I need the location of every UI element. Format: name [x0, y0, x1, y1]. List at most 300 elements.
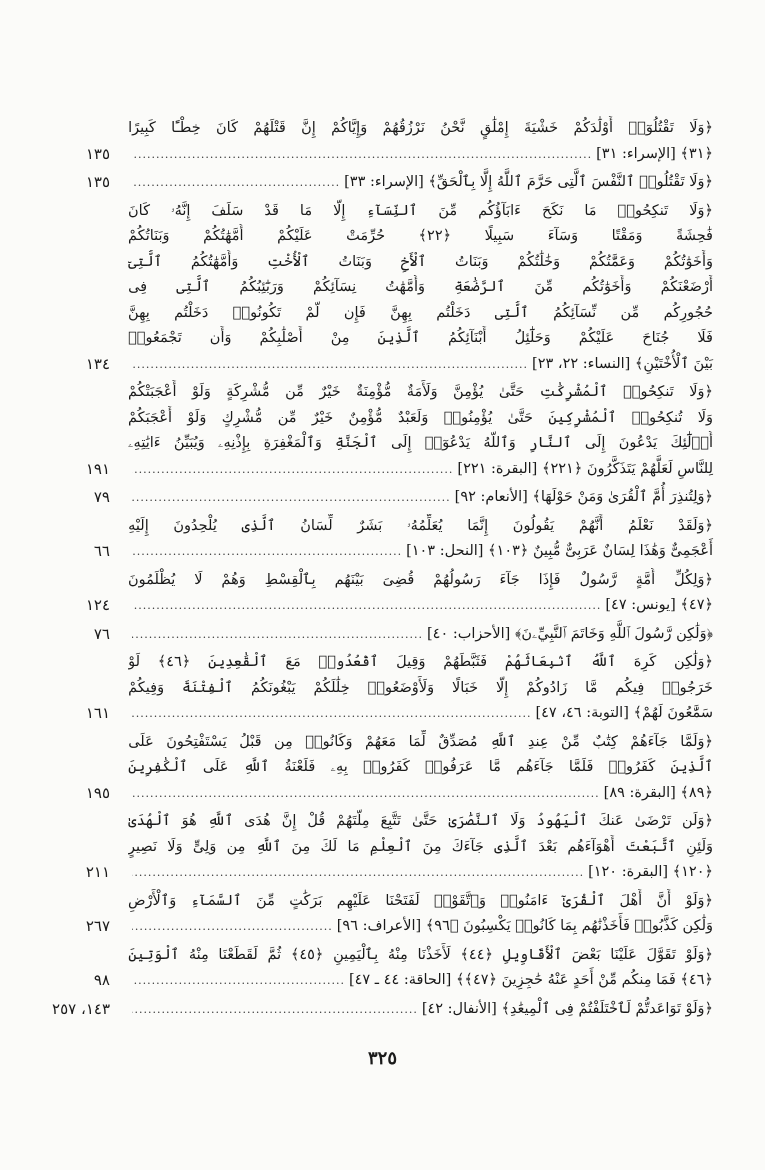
verse-word: خَيْرٌ	[319, 384, 341, 400]
verse-line	[128, 301, 713, 327]
verse-word: وَلِىٍّ	[192, 838, 217, 855]
verse-word: ٱتَّبَعْتَ	[624, 838, 676, 855]
verse-line	[128, 199, 713, 225]
verse-word: ٱلْأَقَاوِيلِ	[502, 946, 563, 963]
verse-word: تُنكِحُوا۟	[631, 409, 683, 426]
verse-word: ٱلَّٰتِى	[494, 304, 529, 321]
verse-last-line	[93, 968, 713, 994]
verse-word: زَادُوكُمْ	[526, 679, 568, 696]
verse-word: يَبْغُونَكُمُ	[250, 679, 296, 696]
verse-word: بَيْنَهُم	[334, 571, 364, 588]
page-reference: ٩٨	[93, 971, 110, 989]
verse-word: إِمْلَٰقٍ	[480, 120, 509, 136]
dot-leader	[132, 457, 453, 483]
verse-word: وَأُمَّهَٰتُكُمُ	[190, 253, 239, 270]
verse-word: جَآءَهُمْ	[630, 733, 668, 750]
verse-word: فَلَعْنَةُ	[284, 759, 316, 775]
verse-word: كِتَٰبٌ	[592, 733, 618, 750]
verse-word: لَقَطَعْنَا	[218, 946, 258, 963]
verse-word: هُوَ	[181, 813, 197, 829]
verse-word: ٱنۢبِعَاثَهُمْ	[504, 654, 573, 670]
verse-word: بِٱلْقِسْطِ	[264, 571, 316, 588]
verse-word: ٱلَّذِينَ	[670, 759, 713, 775]
verse-word: ﴿٢٢﴾	[418, 228, 452, 244]
verse-word: يُعَلِّمُهُۥ	[406, 517, 443, 534]
verse-word: لَوْ	[128, 654, 141, 670]
verse-word: ءَابَآؤُكُم	[478, 202, 521, 219]
verse-word: عَلَيْنَا	[610, 946, 637, 963]
verse-word: ٱلْقَٰعِدِينَ	[208, 654, 268, 670]
verse-word: لَفَتَحْنَا	[385, 892, 420, 909]
verse-word: تَنكِحُوا۟	[617, 202, 669, 219]
verse-line	[128, 889, 713, 915]
dot-leader	[132, 142, 592, 168]
verse-word: ٱلنَّصَٰرَىٰ	[448, 813, 500, 829]
verse-word: ءَايَٰتِهِۦ	[128, 435, 161, 451]
index-entry	[85, 568, 713, 619]
index-entry	[85, 170, 713, 196]
verse-word: ثُمَّ	[267, 946, 282, 963]
verse-word: ٱلْأَخِ	[400, 253, 427, 270]
verse-word: مَّا	[585, 679, 598, 696]
verse-word: ٱلرَّضَٰعَةِ	[454, 279, 506, 295]
verse-line	[128, 730, 713, 756]
verse-line	[128, 943, 713, 969]
verse-word: بَرَكَٰتٍ	[289, 892, 323, 909]
verse-word: حَتَّىٰ	[507, 409, 534, 426]
index-entry	[85, 889, 713, 940]
verse-word: وَٱتَّقَوْا۟	[434, 892, 486, 909]
verse-word: ٱللَّهِ	[207, 813, 234, 829]
verse-word: ءَامَنُوا۟	[500, 892, 549, 909]
verse-word: مِلَّتَهُمْ	[336, 813, 370, 829]
verse-word: يُؤْمِنَّ	[453, 384, 484, 400]
verse-word: هُدَى	[244, 813, 271, 829]
verse-word: مِّنْ	[561, 733, 580, 750]
verse-word: وَبَنَاتُ	[338, 253, 372, 270]
verse-last-line	[52, 997, 713, 1023]
dot-leader	[132, 593, 601, 619]
verse-word: ٱللَّهِ	[243, 759, 270, 775]
verse-line	[128, 380, 713, 406]
verse-word: وَمَقْتًا	[611, 228, 643, 244]
verse-word: ٱللَّهِ	[489, 733, 516, 750]
verse-word: ﴿٤٤﴾	[460, 946, 493, 963]
verse-word: وَٱلْأَرْضِ	[128, 892, 177, 909]
verse-word: حَتَّىٰ	[411, 813, 438, 829]
verse-word: ٱلْجَنَّةِ	[335, 435, 378, 451]
verse-word: مِّن	[277, 409, 297, 426]
verse-last-line	[93, 622, 713, 648]
verse-word: ﴿وَلَا	[689, 120, 713, 136]
verse-index	[52, 116, 713, 1025]
verse-word: مَعَ	[285, 654, 301, 670]
verse-word: ٱلْوَتِينَ	[128, 946, 180, 963]
verse-word: ٱلَّٰتِى	[176, 279, 211, 295]
verse-word: تَجْمَعُوا۟	[128, 330, 182, 346]
verse-word: ٱلْفِتْنَةَ	[182, 679, 234, 696]
verse-word: وَلَا	[697, 409, 713, 426]
verse-word: وَعَمَّٰتُكُمْ	[588, 253, 636, 270]
verse-word: فَلَمَّا	[568, 759, 594, 775]
verse-word: حُرِّمَتْ	[346, 228, 386, 244]
verse-last-line	[85, 593, 713, 619]
verse-word: وَلَوْ	[191, 384, 211, 400]
verse-word: أَنَّهُمْ	[578, 517, 604, 534]
verse-word: دَخَلْتُم	[174, 304, 209, 321]
index-entry	[93, 485, 713, 511]
verse-word: يُلْحِدُونَ	[173, 517, 217, 534]
verse-word: نِّسَآئِكُمُ	[553, 304, 597, 321]
verse-reference: ﴿١٢٠﴾ [البقرة: ١٢٠]	[588, 864, 713, 880]
verse-word: جُنَاحَ	[642, 330, 670, 346]
verse-word: ٱلْعِلْمِ	[369, 838, 413, 855]
verse-word: بَعْدَ	[538, 838, 558, 855]
verse-word: جَآءَ	[499, 571, 520, 588]
verse-line	[128, 809, 713, 835]
verse-word: مَا	[347, 838, 360, 855]
verse-word: وَٱلْمَغْفِرَةِ	[263, 435, 322, 451]
verse-word: لَأَخَذْنَا	[417, 946, 451, 963]
index-entry	[93, 514, 713, 565]
index-entry	[85, 116, 713, 167]
verse-word: إِلَّا	[495, 679, 509, 696]
verse-word: ٱللَّهُ	[590, 654, 617, 670]
verse-word: رَسُولُهُمْ	[433, 571, 481, 588]
index-entry	[85, 650, 713, 727]
verse-word: مِنْ	[330, 330, 350, 346]
verse-line	[128, 650, 713, 676]
verse-word: وَإِيَّاكُمْ	[331, 120, 368, 136]
verse-word: فَثَبَّطَهُمْ	[443, 654, 488, 670]
page-reference: ٦٦	[93, 542, 110, 560]
verse-word: وَأَخَوَٰتُكُمْ	[663, 253, 713, 270]
verse-word: خِلَٰلَكُمْ	[313, 679, 350, 696]
verse-word: لَا	[194, 571, 203, 588]
verse-reference: بَيْنَ ٱلْأُخْتَيْنِ﴾ [النساء: ٢٢، ٢٣]	[532, 355, 713, 372]
verse-word: وَكَانُوا۟	[305, 733, 353, 750]
verse-word: ٱلنَّارِ	[529, 435, 572, 451]
verse-line	[128, 250, 713, 276]
verse-word: يَسْتَفْتِحُونَ	[166, 733, 227, 750]
verse-word: ٱلَّٰتِىٓ	[128, 253, 163, 270]
verse-word: مَعَهُمْ	[365, 733, 397, 750]
verse-word: أَرْضَعْنَكُمْ	[660, 279, 713, 295]
verse-word: مَا	[299, 202, 313, 219]
verse-last-line	[85, 457, 713, 483]
verse-word: ٱلْكَٰفِرِينَ	[128, 759, 188, 775]
verse-word: مُّؤْمِنٌ	[348, 409, 383, 426]
verse-word: جَآءَهُم	[516, 759, 554, 775]
verse-word: دَخَلْتُم	[436, 304, 471, 321]
verse-word: إِنَّ	[301, 120, 316, 136]
verse-word: وَلَأَوْضَعُوا۟	[367, 679, 435, 696]
verse-word: ٱلْقُرَىٰٓ	[562, 892, 606, 909]
verse-word: سَلَفَ	[211, 202, 244, 219]
verse-word: لِّسَانُ	[300, 517, 333, 534]
index-entry	[93, 622, 713, 648]
verse-word: ٱقْعُدُوا۟	[318, 654, 379, 670]
verse-reference: ﴿٤٦﴾ فَمَا مِنكُم مِّنْ أَحَدٍ عَنْهُ حَٰجِزِينَ ﴿٤٧﴾﴾ [الحاقة: ٤٤ ـ ٤٧]	[348, 972, 713, 988]
verse-word: قَتْلَهُمْ	[253, 120, 286, 136]
verse-last-line	[85, 142, 713, 168]
verse-reference: سَمَّٰعُونَ لَهُمْ﴾ [التوبة: ٤٦، ٤٧]	[535, 705, 713, 721]
verse-word: خِطْـًٔا	[171, 120, 201, 136]
verse-word: مُصَدِّقٌ	[438, 733, 478, 750]
verse-word: وَحَلَٰٓئِلُ	[514, 330, 551, 346]
verse-word: مِنَ	[291, 838, 311, 855]
verse-word: وَلَا	[167, 838, 183, 855]
verse-word: وَأَن	[209, 330, 232, 346]
verse-line	[128, 755, 713, 781]
verse-word: ٱلَّذِى	[494, 838, 529, 855]
verse-word: نَعْلَمُ	[627, 517, 654, 534]
verse-word: وَلَأَمَةٌ	[406, 384, 438, 400]
index-entry	[93, 943, 713, 994]
verse-word: وَلَئِنِ	[686, 838, 713, 855]
verse-word: كَفَرُوا۟	[363, 759, 410, 775]
verse-word: بِهِنَّ	[390, 304, 412, 321]
verse-line	[128, 116, 713, 142]
verse-word: مِّنَ	[256, 892, 275, 909]
verse-reference: ﴿وَلَٰكِن رَّسُولَ ٱللَّهِ وَخَاتَمَ ٱلنَّبِيِّۦنَ﴾ [الأحزاب: ٤٠]	[427, 625, 713, 642]
verse-word: ﴿٤٦﴾	[157, 654, 191, 670]
verse-reference: ﴿وَلِتُنذِرَ أُمَّ ٱلْقُرَىٰ وَمَنْ حَوْلَهَا﴾ [الأنعام: ٩٢]	[454, 489, 713, 505]
verse-word: أُمَّهَٰتُكُمْ	[203, 228, 244, 244]
dot-leader	[132, 352, 528, 378]
dot-leader	[132, 997, 418, 1023]
verse-word: وَأُمَّهَٰتُ	[385, 279, 426, 295]
verse-word: أَبْنَآئِكُمُ	[448, 330, 487, 346]
verse-reference: أَعْجَمِىٌّ وَهَٰذَا لِسَانٌ عَرَبِىٌّ مُّبِينٌ ﴿١٠٣﴾ [النحل: ١٠٣]	[406, 543, 713, 559]
verse-last-line	[85, 701, 713, 727]
verse-last-line	[85, 781, 713, 807]
verse-word: تَرْضَىٰ	[634, 813, 672, 829]
verse-word: بِٱلْيَمِينِ	[333, 946, 379, 963]
verse-word: وَخَٰلَٰتُكُمْ	[517, 253, 561, 270]
verse-word: خَرَجُوا۟	[662, 679, 713, 696]
verse-word: كَرِهَ	[633, 654, 657, 670]
page-reference: ٢٦٧	[85, 917, 110, 935]
page-reference: ١٢٤	[85, 596, 110, 614]
verse-word: رَّسُولٌ	[579, 571, 617, 588]
verse-word: إِلَّا	[333, 202, 346, 219]
verse-word: نَكَحَ	[541, 202, 564, 219]
verse-word: عِندِ	[527, 733, 549, 750]
verse-word: كَفَرُوا۟	[608, 759, 656, 775]
verse-word: وَيُبَيِّنُ	[173, 435, 205, 451]
verse-word: عَلَيْهِم	[336, 892, 371, 909]
verse-word: سَبِيلًا	[484, 228, 515, 244]
verse-last-line	[85, 914, 713, 940]
index-entry	[85, 380, 713, 482]
verse-reference: وَلَٰكِن كَذَّبُوا۟ فَأَخَذْنَٰهُم بِمَا كَانُوا۟ يَكْسِبُونَ ﴿٩٦﴾ [الأعراف: ٩٦]	[336, 918, 713, 934]
verse-word: مِّنَ	[438, 202, 458, 219]
verse-word: أَهْلَ	[619, 892, 643, 909]
verse-word: ٱلَّذِى	[241, 517, 276, 534]
verse-word: لَّمْ	[305, 304, 320, 321]
verse-word: تَكُونُوا۟	[232, 304, 282, 321]
verse-word: عَلَيْكُمْ	[277, 228, 313, 244]
verse-word: فَإِذَا	[538, 571, 561, 588]
verse-word: يَقُولُونَ	[512, 517, 555, 534]
verse-word: وَقِيلَ	[396, 654, 426, 670]
dot-leader	[132, 701, 531, 727]
verse-word: ٱلْأُخْتِ	[267, 253, 310, 270]
verse-word: وَسَآءَ	[547, 228, 579, 244]
dot-leader	[132, 485, 451, 511]
verse-line	[128, 431, 713, 457]
verse-word: كَانَ	[216, 120, 238, 136]
verse-word: ٱلْهُدَىٰ	[128, 813, 171, 829]
verse-word: تَنكِحُوا۟	[623, 384, 674, 400]
index-entry	[52, 997, 713, 1023]
verse-word: قُلْ	[307, 813, 326, 829]
verse-word: ٱلْيَهُودُ	[536, 813, 588, 829]
verse-word: بَعْضَ	[571, 946, 601, 963]
verse-reference: ﴿٤٧﴾ [يونس: ٤٧]	[605, 597, 713, 613]
verse-word: لَكَ	[320, 838, 338, 855]
verse-word: وَلَعَبْدٌ	[397, 409, 429, 426]
verse-line	[128, 568, 713, 594]
verse-word: يُؤْمِنُوا۟	[443, 409, 493, 426]
verse-word: إِنَّهُۥ	[170, 202, 191, 219]
verse-word: عَنكَ	[598, 813, 624, 829]
dot-leader	[132, 622, 423, 648]
verse-word: وَفِيكُمْ	[128, 679, 165, 696]
verse-word: ﴿وَلَا	[689, 384, 713, 400]
verse-last-line	[93, 485, 713, 511]
verse-word: قَبْلُ	[239, 733, 262, 750]
index-entry	[85, 730, 713, 807]
verse-word: ٱلَّذِينَ	[377, 330, 421, 346]
verse-word: خَشْيَةَ	[524, 120, 559, 136]
verse-word: تَقَوَّلَ	[646, 946, 676, 963]
verse-reference: ﴿٨٩﴾ [البقرة: ٨٩]	[603, 784, 713, 801]
index-entry	[85, 199, 713, 378]
verse-line	[128, 514, 713, 540]
verse-word: وَبَنَاتُكُمْ	[128, 228, 170, 244]
verse-last-line	[85, 352, 713, 378]
verse-word: أَهْوَآءَهُم	[567, 838, 615, 855]
verse-line	[128, 835, 713, 861]
dot-leader	[132, 968, 345, 994]
verse-word: أَوْلَٰدَكُمْ	[573, 120, 614, 136]
page-reference: ١٩١	[85, 459, 110, 478]
verse-word: ٱلْمُشْرِكِينَ	[548, 409, 617, 426]
verse-line	[128, 326, 713, 352]
verse-word: جَآءَكَ	[451, 838, 484, 855]
verse-word: عَلَى	[202, 759, 229, 775]
verse-reference: لِلنَّاسِ لَعَلَّهُمْ يَتَذَكَّرُونَ ﴿٢٢١﴾ [البقرة: ٢٢١]	[457, 460, 713, 477]
verse-word: أَعْجَبَتْكُمْ	[128, 384, 177, 400]
verse-word: ﴿وَلَمَّا	[680, 733, 713, 750]
verse-word: مِّنَ	[534, 279, 554, 295]
verse-word: حُجُورِكُم	[663, 304, 713, 321]
verse-word: ﴿وَلَن	[682, 813, 713, 829]
verse-word: ﴿وَلَوْ	[685, 892, 713, 909]
verse-word: يَدْعُوٓا۟	[424, 435, 470, 451]
verse-word: أَصْلَٰبِكُمْ	[259, 330, 303, 346]
dot-leader	[132, 781, 600, 807]
verse-word: تَتَّبِعَ	[380, 813, 401, 829]
verse-word: ٱلْمُشْرِكَٰتِ	[539, 384, 608, 400]
verse-word: بِهِنَّ	[128, 304, 150, 321]
verse-word: وَرَبَٰٓئِبُكُمُ	[239, 279, 284, 295]
verse-word: فَٰحِشَةً	[675, 228, 713, 244]
verse-word: إِلَيْهِ	[128, 517, 149, 534]
verse-word: ٱللَّهِ	[255, 838, 282, 855]
verse-word: ﴿وَلِكُلِّ	[674, 571, 713, 588]
verse-word: وَبَنَاتُ	[455, 253, 489, 270]
verse-word: ٱلسَّمَآءِ	[190, 892, 242, 909]
verse-last-line	[93, 539, 713, 565]
verse-word: ﴿٤٥﴾	[290, 946, 324, 963]
verse-word: مُّؤْمِنَةٌ	[356, 384, 392, 400]
page-reference: ١٣٥	[85, 173, 110, 191]
verse-word: بِإِذْنِهِۦ	[218, 435, 251, 451]
verse-word: قَدْ	[264, 202, 279, 219]
verse-last-line	[85, 860, 713, 886]
verse-word: ﴿وَلَا	[689, 202, 713, 219]
verse-word: خَيْرٌ	[311, 409, 334, 426]
verse-word: إِنَّ	[281, 813, 297, 829]
verse-word: ﴿وَلَقَدْ	[678, 517, 713, 534]
verse-word: مِنَ	[422, 838, 442, 855]
verse-word: قُضِىَ	[382, 571, 415, 588]
verse-word: فِى	[128, 279, 148, 295]
verse-word: بِهِۦ	[330, 759, 348, 775]
verse-word: إِلَى	[584, 435, 606, 451]
verse-reference: ﴿وَلَوْ تَوَاعَدتُّمْ لَٱخْتَلَفْتُمْ فِى ٱلْمِيعَٰدِ﴾ [الأنفال: ٤٢]	[421, 1000, 713, 1017]
verse-word: وَأَخَوَٰتُكُم	[582, 279, 632, 295]
verse-reference: ﴿وَلَا تَقْتُلُوا۟ ٱلنَّفْسَ ٱلَّتِى حَرَّمَ ٱللَّهُ إِلَّا بِٱلْحَقِّ﴾ [الإسراء: ٣٣]	[344, 174, 713, 190]
page-reference: ٢١١	[85, 863, 110, 881]
verse-word: نَرْزُقُهُمْ	[382, 120, 425, 136]
verse-word: مِنْهُ	[188, 946, 209, 963]
verse-last-line	[85, 170, 713, 196]
verse-word: نِسَآئِكُمْ	[313, 279, 357, 295]
verse-word: خَبَالًا	[452, 679, 479, 696]
page-reference: ١٦١	[85, 704, 110, 722]
verse-word: أَنَّ	[656, 892, 672, 909]
verse-word: تَقْتُلُوٓا۟	[628, 120, 674, 136]
verse-word: مِنْهُ	[387, 946, 408, 963]
page-reference: ١٩٥	[85, 783, 110, 802]
verse-word: فَإِن	[343, 304, 366, 321]
verse-word: نَصِيرٍ	[128, 838, 158, 855]
verse-word: وَلَوْ	[187, 409, 207, 426]
page-reference: ١٣٤	[85, 354, 110, 373]
verse-word: مَا	[584, 202, 597, 219]
verse-word: أَعْجَبَكُمْ	[128, 409, 173, 426]
page-number: ٣٢٥	[367, 1048, 397, 1069]
verse-word: مُّشْرِكَةٍ	[226, 384, 270, 400]
verse-word: يَدْعُونَ	[618, 435, 658, 451]
verse-word: عَرَفُوا۟	[424, 759, 474, 775]
verse-word: مِن	[274, 733, 293, 750]
index-entry	[85, 809, 713, 886]
verse-word: مِن	[226, 838, 246, 855]
verse-line	[128, 406, 713, 432]
verse-word: مِّن	[285, 384, 304, 400]
verse-word: مَّا	[488, 759, 501, 775]
verse-word: إِنَّمَا	[467, 517, 489, 534]
verse-line	[128, 275, 713, 301]
verse-reference: ﴿٣١﴾ [الإسراء: ٣١]	[596, 145, 713, 162]
verse-word: أُو۟لَٰٓئِكَ	[670, 435, 713, 451]
dot-leader	[132, 914, 333, 940]
